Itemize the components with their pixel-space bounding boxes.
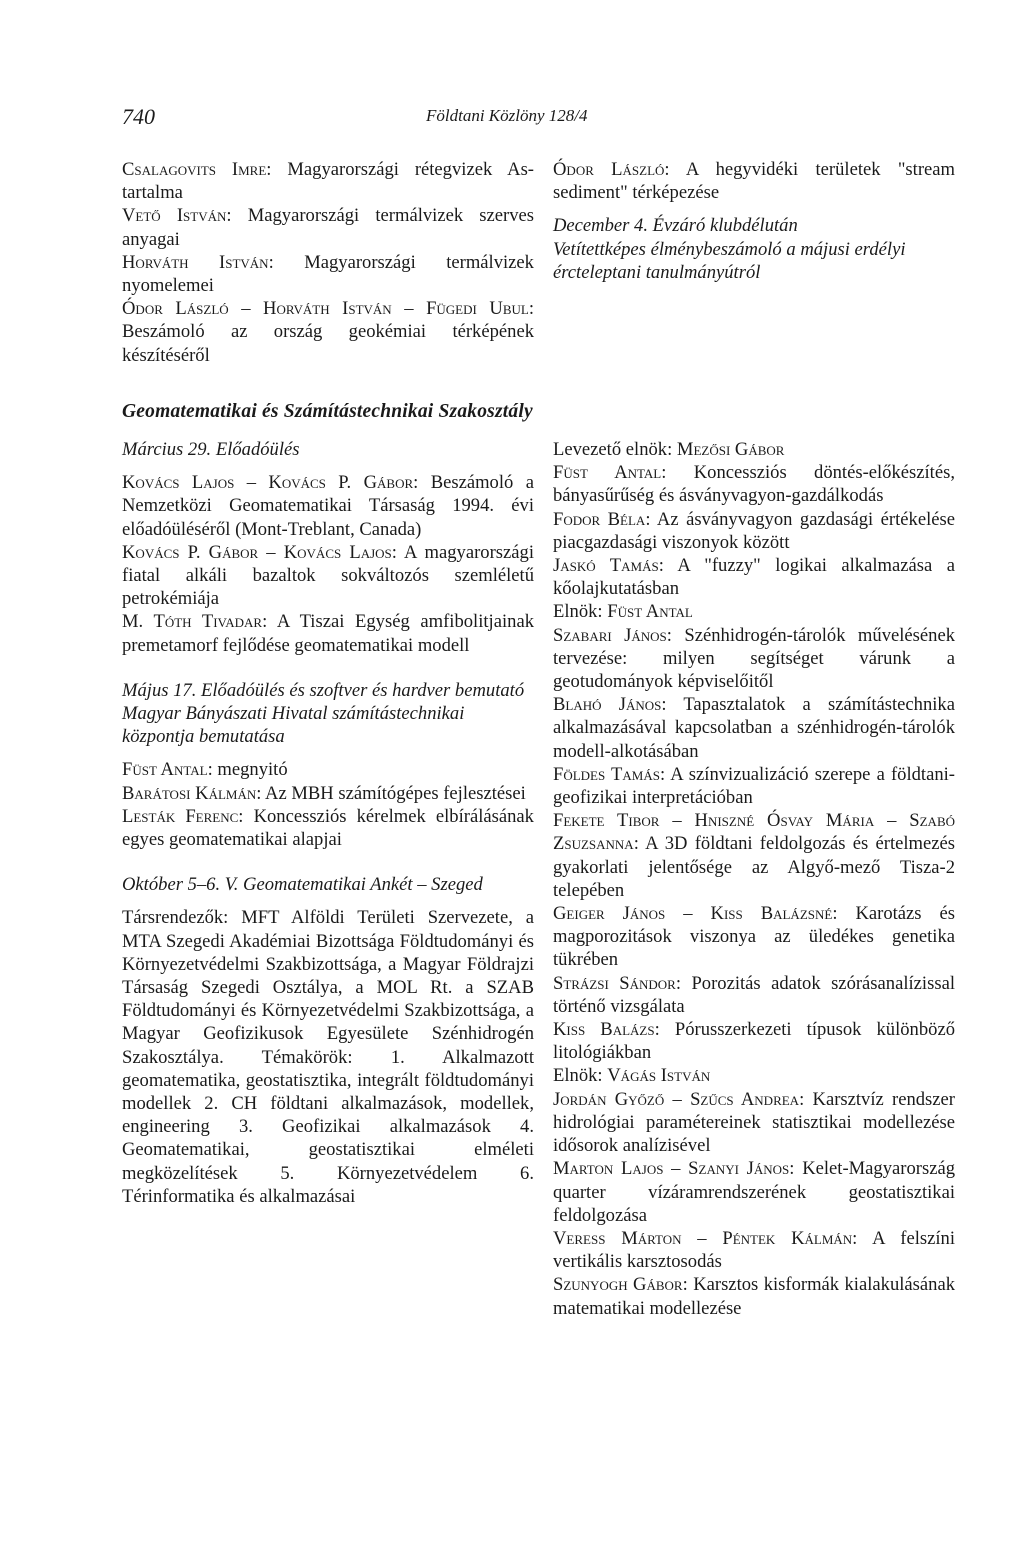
talk-title: A 3D földtani feldolgozás és értelmezés gyakorlati jelentősége az Algyő-mező Tisza-2 telepében: [553, 833, 955, 901]
right-column: [553, 438, 955, 1320]
talk-title: Beszámoló az ország geokémiai térképének készítéséről: [122, 321, 534, 366]
talk-entry: Csalagovits Imre: Magyarországi rétegvizek As-tartalma: [122, 159, 534, 204]
talk-author: M. Tóth Tivadar: [122, 611, 263, 633]
talk-author: Barátosi Kálmán: [122, 782, 257, 804]
talk-title: megnyitó: [217, 759, 288, 781]
talk-title: Az ásványvagyon gazdasági értékelése piacgazdasági viszonyok között: [553, 508, 955, 553]
event-date: December 4.: [553, 215, 648, 237]
talk-entry: Veress Márton – Péntek Kálmán: A felszíni vertikális karsztosodás: [553, 1227, 955, 1273]
talk-author: Szabari János: [553, 624, 667, 646]
talk-title: Magyarországi termálvizek nyomelemei: [122, 251, 534, 297]
talk-title: Tapasztalatok a számítástechnika alkalmazásával kapcsolatban a szénhidrogén-tárolók modell-alkotásában: [553, 694, 955, 762]
talk-entry: Barátosi Kálmán: Az MBH számítógépes fejlesztései: [122, 782, 526, 804]
talk-entry: Ódor László – Horváth István – Fügedi Ubul: Beszámoló az ország geokémiai térképének készítéséről: [122, 298, 534, 366]
talk-title: A "fuzzy" logikai alkalmazása a kőolajkutatásban: [553, 555, 955, 600]
talk-author: Csalagovits Imre: [122, 159, 267, 180]
talk-author: Marton Lajos – Szanyi János: [553, 1158, 790, 1180]
talk-title: Koncessziós döntés-előkészítés, bányasűrűség és ásványvagyon-gazdálkodás: [553, 462, 955, 507]
talk-entry: Ódor László: A hegyvidéki területek "stream sediment" térképezése: [553, 159, 955, 204]
meeting-heading: [122, 679, 534, 749]
meeting-title: Előadóülés és szoftver és hardver bemutató Magyar Bányászati Hivatal számítástechnikai központja bemutatása: [122, 679, 525, 748]
talk-author: Ódor László – Horváth István – Fügedi Ubul: [122, 298, 529, 320]
talk-entry: Vető István: Magyarországi termálvizek szerves anyagai: [122, 205, 534, 250]
meeting-description: Társrendezők: MFT Alföldi Területi Szervezete, a MTA Szegedi Akadémiai Bizottsága Földtudományi és Környezetvédelmi Szakbizottsága, a Magyar Földrajzi Társaság Szegedi Osztálya, a MOL Rt. a SZAB Földtudományi és Környezetvédelmi Szakbizottsága, a Magyar Geofizikusok Egyesülete Szénhidrogén Szakosztálya. Témakörök: 1. Alkalmazott geomatematika, geostatisztika, integrált földtudományi modellek 2. CH földtani alkalmazások, modellek, engineering 3. Geofizikai alkalmazások 4. Geomatematikai, geostatisztikai elméleti megközelítések 5. Környezetvédelem 6. Térinformatika és alkalmazásai: [122, 907, 534, 1207]
talk-title: A felszíni vertikális karsztosodás: [553, 1227, 955, 1273]
talk-author: Veress Márton – Péntek Kálmán: [553, 1227, 853, 1249]
event-title: Évzáró klubdélután: [652, 215, 798, 237]
talk-entry: Kovács Lajos – Kovács P. Gábor: Beszámoló a Nemzetközi Geomatematikai Társaság 1994. évi előadóüléséről (Mont-Treblant, Canada): [122, 472, 534, 540]
talk-entry: Strázsi Sándor: Porozitás adatok szórásanalízissal történő vizsgálata: [553, 972, 955, 1017]
talk-author: Kiss Balázs: [553, 1019, 655, 1041]
talk-title: Karsztos kisformák kialakulásának matematikai modellezése: [553, 1274, 955, 1319]
talk-author: Fodor Béla: [553, 508, 646, 530]
talk-title: Karsztvíz rendszer hidrológiai paramétereinek statisztikai modellezése idősorok analízisével: [553, 1088, 955, 1157]
meeting-date: Május 17.: [122, 679, 197, 701]
talk-title: A Tiszai Egység amfibolitjainak premetamorf fejlődése geomatematikai modell: [122, 611, 534, 656]
talk-author: Lesták Ferenc: [122, 805, 239, 827]
talk-entry: Kovács P. Gábor – Kovács Lajos: A magyarországi fiatal alkáli bazaltok sokváltozós szemléletű petrokémiája: [122, 541, 534, 610]
chair-name: Vágás István: [607, 1065, 711, 1087]
talk-author: Kovács P. Gábor – Kovács Lajos: [122, 541, 392, 563]
talk-title: Porozitás adatok szórásanalízissal történő vizsgálata: [553, 972, 955, 1017]
page-number: 740: [122, 104, 155, 129]
talk-title: Beszámoló a Nemzetközi Geomatematikai Társaság 1994. évi előadóüléséről (Mont-Treblant, Canada): [122, 472, 534, 540]
talk-author: Földes Tamás: [553, 763, 660, 785]
top-left-column: [122, 158, 534, 367]
section-title: Geomatematikai és Számítástechnikai Szakosztály: [122, 401, 533, 422]
talk-author: Strázsi Sándor: [553, 972, 676, 994]
talk-title: Az MBH számítógépes fejlesztései: [265, 782, 526, 804]
talk-author: Kovács Lajos – Kovács P. Gábor: [122, 472, 414, 494]
talk-entry: Szabari János: Szénhidrogén-tárolók művelésének tervezése: milyen segítséget várunk a geotudományok képviselőitől: [553, 624, 955, 693]
talk-entry: Jaskó Tamás: A "fuzzy" logikai alkalmazása a kőolajkutatásban: [553, 555, 955, 600]
meeting-date: Március 29.: [122, 439, 212, 460]
left-column: [122, 438, 534, 1208]
talk-entry: M. Tóth Tivadar: A Tiszai Egység amfibolitjainak premetamorf fejlődése geomatematikai modell: [122, 611, 534, 656]
meeting-date: Október 5–6.: [122, 874, 221, 896]
talk-title: Szénhidrogén-tárolók művelésének tervezése: milyen segítséget várunk a geotudományok képviselőitől: [553, 624, 955, 693]
meeting-title: V. Geomatematikai Ankét – Szeged: [224, 874, 483, 896]
talk-author: Jaskó Tamás: [553, 555, 659, 577]
talk-title: A magyarországi fiatal alkáli bazaltok sokváltozós szemléletű petrokémiája: [122, 541, 534, 610]
talk-author: Füst Antal: [553, 462, 662, 484]
talk-author: Szunyogh Gábor: [553, 1274, 683, 1296]
talk-title: Pórusszerkezeti típusok különböző litológiákban: [553, 1019, 955, 1064]
talk-entry: Szunyogh Gábor: Karsztos kisformák kialakulásának matematikai modellezése: [553, 1274, 955, 1319]
talk-author: Fekete Tibor – Hniszné Ósvay Mária – Szabó Zsuzsanna: [553, 810, 955, 855]
talk-author: Füst Antal: [122, 759, 208, 781]
event-heading: [553, 214, 955, 237]
talk-entry: Marton Lajos – Szanyi János: Kelet-Magyarország quarter vízáramrendszerének geostatisztikai feldolgozása: [553, 1158, 955, 1226]
chair-label: Levezető elnök: [553, 439, 668, 460]
chair-entry: Levezető elnök: Mezősi Gábor: [553, 439, 785, 460]
talk-entry: Fekete Tibor – Hniszné Ósvay Mária – Szabó Zsuzsanna: A 3D földtani feldolgozás és értelmezés gyakorlati jelentősége az Algyő-mező Tisza-2 telepében: [553, 810, 955, 901]
chair-name: Füst Antal: [607, 601, 693, 623]
chair-label: Elnök: [553, 1065, 598, 1087]
meeting-heading: [122, 438, 534, 461]
talk-title: Magyarországi termálvizek szerves anyagai: [122, 205, 534, 250]
chair-name: Mezősi Gábor: [676, 439, 785, 460]
talk-author: Geiger János – Kiss Balázsné: [553, 903, 833, 925]
talk-title: A színvizualizáció szerepe a földtani-geofizikai interpretációban: [553, 763, 955, 809]
talk-entry: Geiger János – Kiss Balázsné: Karotázs és magporozitások viszonya az üledékes genetika tükrében: [553, 903, 955, 971]
event-description: Vetítettképes élménybeszámoló a májusi erdélyi ércteleptani tanulmányútról: [553, 238, 906, 283]
meeting-title: Előadóülés: [215, 439, 300, 460]
talk-author: Horváth István: [122, 251, 269, 273]
talk-entry: Kiss Balázs: Pórusszerkezeti típusok különböző litológiákban: [553, 1019, 955, 1064]
talk-entry: Blahó János: Tapasztalatok a számítástechnika alkalmazásával kapcsolatban a szénhidrogén-tárolók modell-alkotásában: [553, 694, 955, 762]
talk-title: Koncessziós kérelmek elbírálásának egyes geomatematikai alapjai: [122, 805, 534, 851]
talk-entry: Füst Antal: Koncessziós döntés-előkészítés, bányasűrűség és ásványvagyon-gazdálkodás: [553, 462, 955, 507]
talk-title: A hegyvidéki területek "stream sediment" térképezése: [553, 159, 955, 204]
meeting-heading: [122, 873, 534, 896]
talk-title: Kelet-Magyarország quarter vízáramrendszerének geostatisztikai feldolgozása: [553, 1158, 955, 1226]
top-right-column: [553, 158, 955, 284]
talk-title: Karotázs és magporozitások viszonya az üledékes genetika tükrében: [553, 903, 955, 971]
talk-author: Ódor László: [553, 159, 665, 180]
talk-author: Jordán Győző – Szűcs Andrea: [553, 1088, 800, 1110]
chair-entry: Elnök: Füst Antal: [553, 601, 693, 623]
talk-author: Vető István: [122, 205, 227, 227]
talk-entry: Horváth István: Magyarországi termálvizek nyomelemei: [122, 251, 534, 297]
talk-author: Blahó János: [553, 694, 662, 716]
talk-title: Magyarországi rétegvizek As-tartalma: [122, 159, 534, 204]
talk-entry: Lesták Ferenc: Koncessziós kérelmek elbírálásának egyes geomatematikai alapjai: [122, 805, 534, 851]
running-title: Földtani Közlöny 128/4: [426, 106, 588, 125]
talk-entry: Jordán Győző – Szűcs Andrea: Karsztvíz rendszer hidrológiai paramétereinek statisztikai modellezése idősorok analízisével: [553, 1088, 955, 1157]
talk-entry: Füst Antal: megnyitó: [122, 759, 288, 781]
chair-label: Elnök: [553, 601, 598, 623]
talk-entry: Fodor Béla: Az ásványvagyon gazdasági értékelése piacgazdasági viszonyok között: [553, 508, 955, 553]
chair-entry: Elnök: Vágás István: [553, 1065, 711, 1087]
talk-entry: Földes Tamás: A színvizualizáció szerepe a földtani-geofizikai interpretációban: [553, 763, 955, 809]
